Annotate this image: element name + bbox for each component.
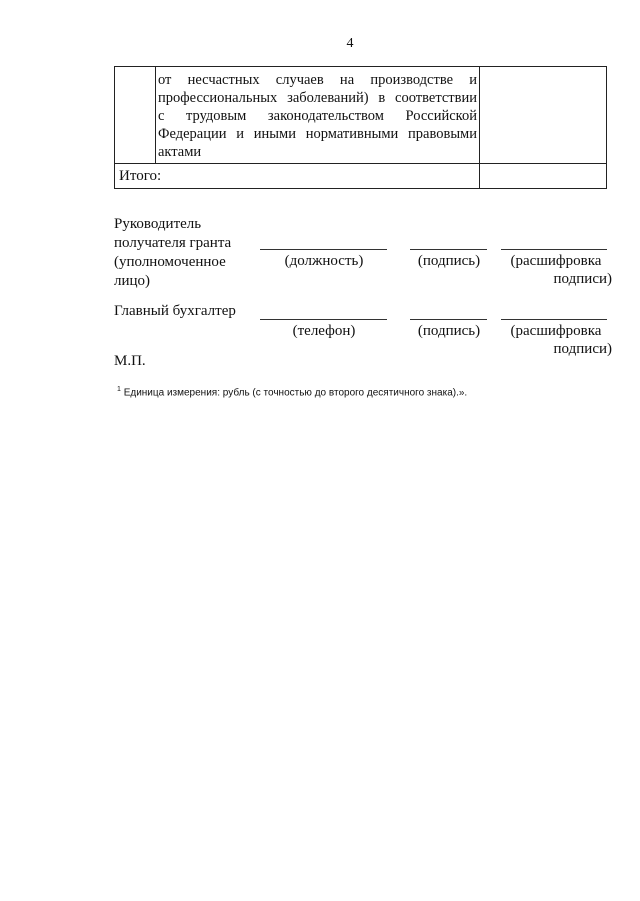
- table-cell-amount: [480, 67, 607, 164]
- signature-line: [410, 249, 487, 250]
- head-label: Руководитель получателя гранта (уполномоченное лицо): [114, 216, 232, 289]
- footnote-text: Единица измерения: рубль (с точностью до второго десятичного знака).».: [123, 387, 468, 399]
- decode-caption: (расшифровка подписи): [510, 323, 612, 357]
- decode-line: [501, 319, 607, 320]
- signature-caption: (подпись): [417, 323, 481, 339]
- table-cell-number: [115, 67, 156, 164]
- total-amount-cell: [480, 164, 607, 189]
- footnote: [117, 386, 467, 398]
- accountant-label: Главный бухгалтер: [114, 303, 236, 319]
- table-row: [115, 67, 607, 164]
- footnote-marker: 1: [117, 386, 121, 393]
- decode-line: [501, 249, 607, 250]
- description-line: Федерации и иными нормативными правовыми: [158, 126, 477, 142]
- total-row: [115, 164, 607, 189]
- total-label: Итого:: [115, 164, 480, 189]
- signature-line: [410, 319, 487, 320]
- budget-table: [114, 66, 607, 189]
- description-line: от несчастных случаев на производстве и: [158, 72, 477, 88]
- table-cell-description: [156, 67, 480, 164]
- position-caption: (должность): [284, 253, 364, 269]
- decode-caption: (расшифровка подписи): [510, 253, 612, 287]
- signature-caption: (подпись): [417, 253, 481, 269]
- page-number: 4: [346, 36, 354, 51]
- description-line: профессиональных заболеваний) в соответствии: [158, 90, 477, 106]
- stamp-label: М.П.: [114, 353, 146, 369]
- description-line: актами: [158, 144, 202, 160]
- description-line: с трудовым законодательством Российской: [158, 108, 477, 124]
- phone-caption: (телефон): [292, 323, 356, 339]
- position-line: [260, 249, 387, 250]
- phone-line: [260, 319, 387, 320]
